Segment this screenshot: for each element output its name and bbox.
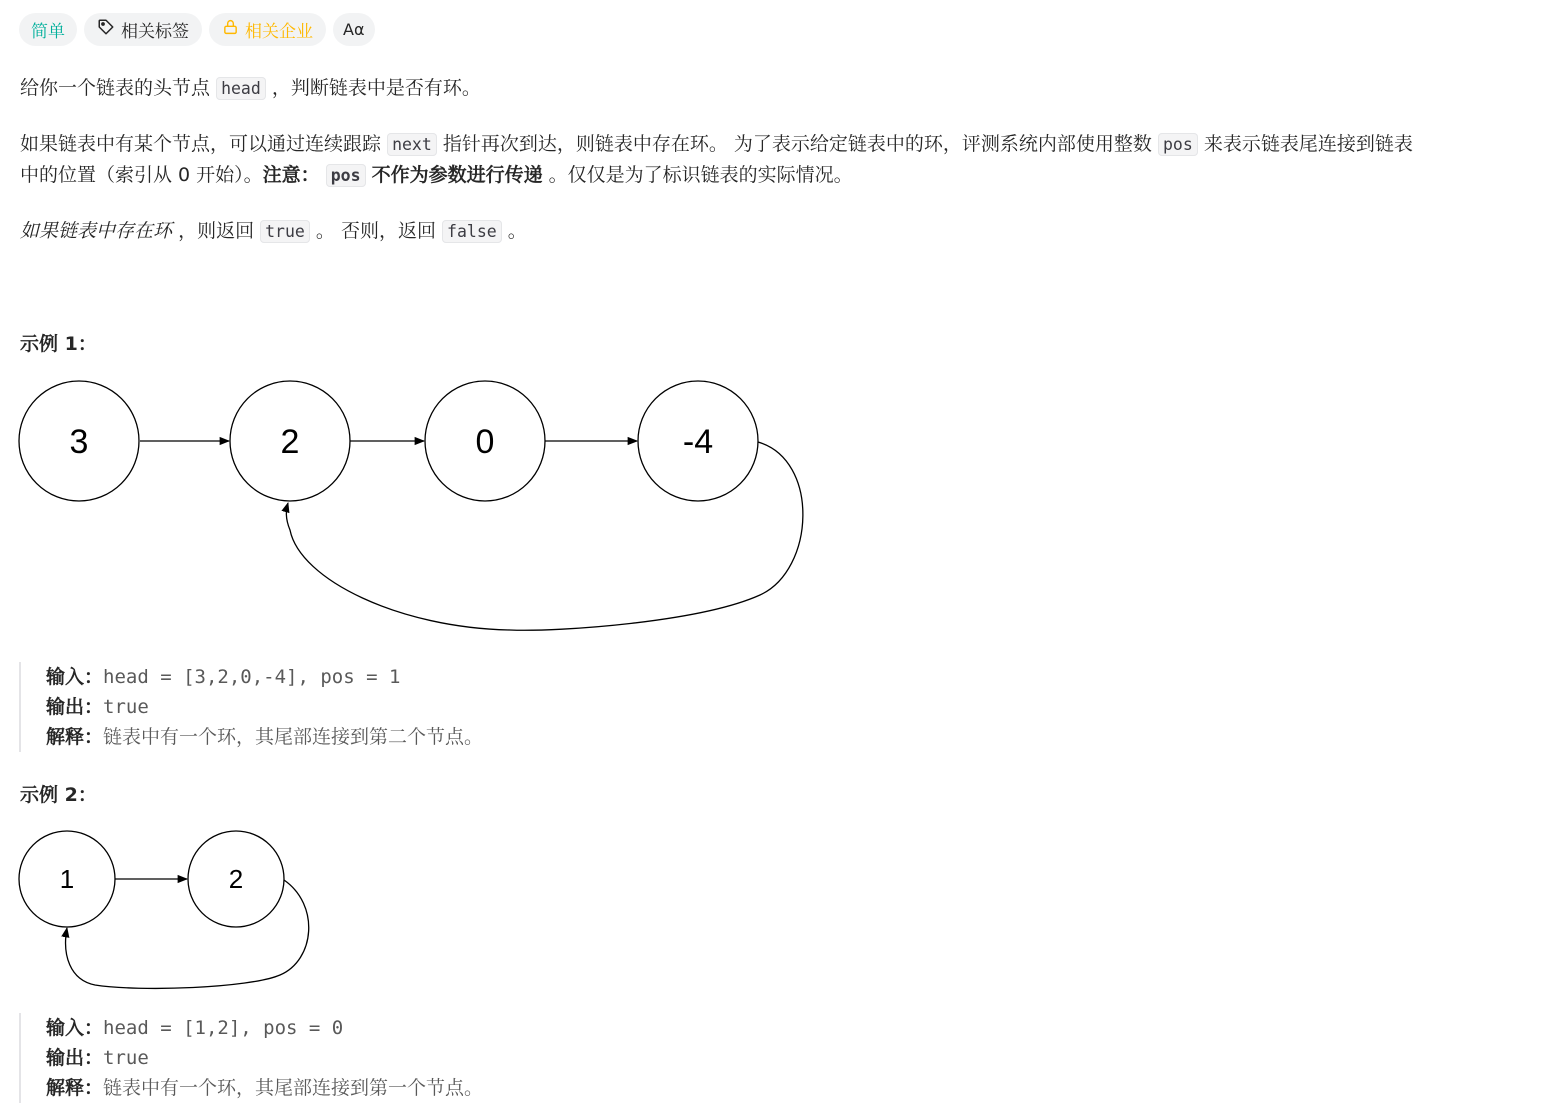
p2-text-b: 指针再次到达，则链表中存在环。 为了表示给定链表中的环，评测系统内部使用整数	[442, 133, 1152, 155]
example-2-io-block	[19, 1013, 483, 1103]
related-companies-button[interactable]	[209, 13, 326, 46]
lock-icon	[222, 18, 245, 41]
example-1-linked-list-diagram	[0, 370, 840, 640]
node-value: 1	[59, 864, 75, 894]
output-value: true	[103, 696, 149, 718]
input-value: head = [3,2,0,-4], pos = 1	[103, 666, 401, 688]
description-paragraph-1	[20, 73, 481, 104]
code-head: head	[216, 77, 266, 100]
note-bold-text: 不作为参数进行传递	[371, 164, 543, 186]
explain-label: 解释：	[46, 726, 104, 748]
p3-emphasis: 如果链表中存在环	[20, 220, 173, 242]
note-label: 注意：	[262, 164, 320, 186]
code-next: next	[387, 133, 437, 156]
code-pos-note: pos	[326, 164, 366, 187]
p2-line2-text-a: 中的位置（索引从 0 开始）。	[20, 164, 263, 186]
output-label: 输出：	[46, 1047, 104, 1069]
input-value: head = [1,2], pos = 0	[103, 1017, 344, 1039]
p1-text-b: ，判断链表中是否有环。	[271, 77, 481, 99]
code-false: false	[442, 220, 502, 243]
p3-text-a: ，则返回	[178, 220, 255, 242]
output-value: true	[103, 1047, 149, 1069]
example-2-input-row	[46, 1013, 483, 1043]
description-paragraph-2	[20, 129, 1413, 160]
example-1-input-row	[46, 662, 483, 692]
p3-text-c: 。	[507, 220, 527, 242]
difficulty-label: 简单	[31, 22, 65, 42]
output-label: 输出：	[46, 696, 104, 718]
tag-row	[19, 13, 375, 46]
tag-icon	[97, 18, 121, 41]
p2-text-c: 来表示链表尾连接到链表	[1203, 133, 1413, 155]
example-2-linked-list-diagram	[0, 820, 340, 1000]
p2-line2-text-b: 。仅仅是为了标识链表的实际情况。	[548, 164, 853, 186]
example-1-heading: 示例 1：	[20, 333, 97, 355]
explain-value: 链表中有一个环，其尾部连接到第一个节点。	[103, 1077, 484, 1099]
explain-value: 链表中有一个环，其尾部连接到第二个节点。	[103, 726, 484, 748]
node-value: 2	[280, 423, 300, 461]
node-value: 0	[475, 423, 495, 461]
code-pos: pos	[1158, 133, 1198, 156]
related-tags-button[interactable]	[84, 13, 202, 46]
node-value: -4	[682, 423, 714, 461]
difficulty-badge[interactable]	[19, 13, 77, 46]
input-label: 输入：	[46, 666, 104, 688]
example-2-output-row	[46, 1043, 483, 1073]
p2-text-a: 如果链表中有某个节点，可以通过连续跟踪	[20, 133, 382, 155]
example-1-explain-row	[46, 722, 483, 752]
translate-button[interactable]	[333, 13, 375, 46]
related-tags-label: 相关标签	[121, 22, 189, 42]
translate-icon: Aα	[343, 20, 365, 39]
example-2-heading: 示例 2：	[20, 784, 97, 806]
description-paragraph-2-line-2	[20, 160, 853, 191]
example-1-io-block	[19, 662, 483, 752]
cycle-arrow	[286, 442, 803, 630]
code-true: true	[260, 220, 310, 243]
related-companies-label: 相关企业	[245, 22, 313, 42]
example-1-output-row	[46, 692, 483, 722]
input-label: 输入：	[46, 1017, 104, 1039]
node-value: 2	[228, 864, 244, 894]
p1-text-a: 给你一个链表的头节点	[20, 77, 211, 99]
p3-text-b: 。 否则，返回	[315, 220, 436, 242]
description-paragraph-3	[20, 216, 527, 247]
cycle-arrow	[66, 880, 309, 988]
explain-label: 解释：	[46, 1077, 104, 1099]
node-value: 3	[69, 423, 89, 461]
example-2-explain-row	[46, 1073, 483, 1103]
